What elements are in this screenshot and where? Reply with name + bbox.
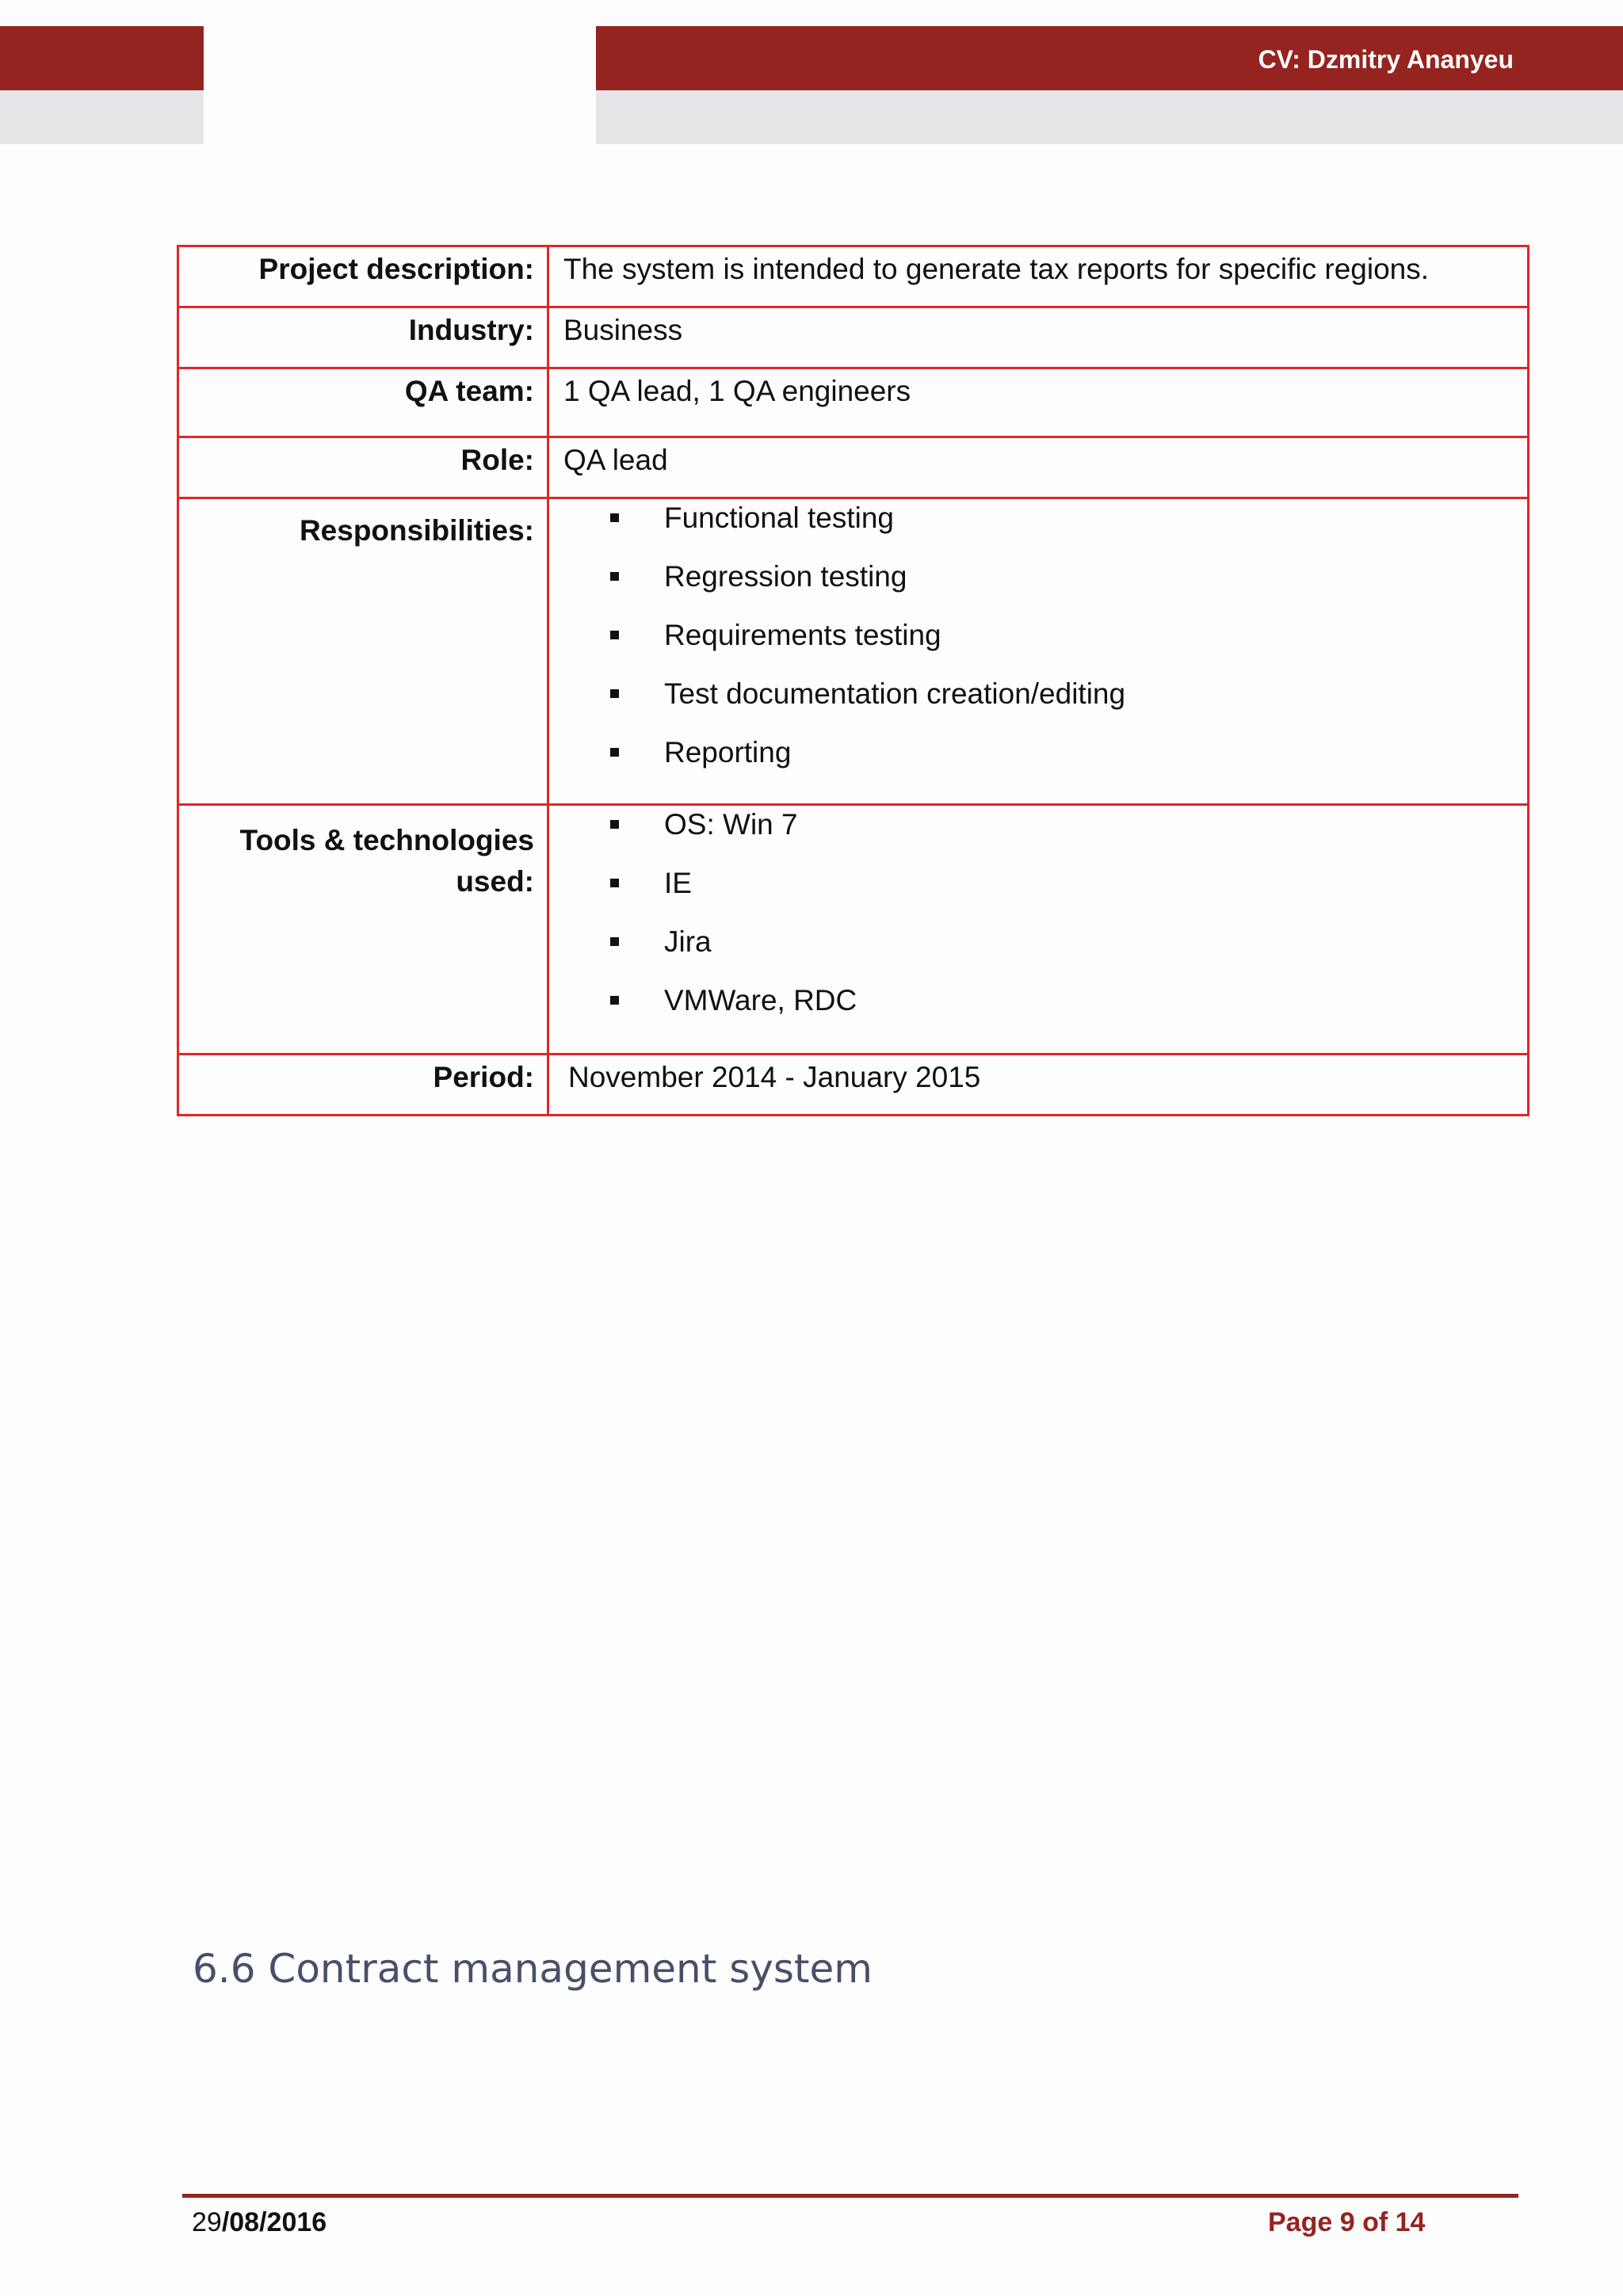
list-item: IE [563,866,1527,925]
responsibilities-label: Responsibilities: [178,498,548,805]
responsibilities-list [563,501,1527,794]
project-description-label: Project description: [178,246,548,307]
tools-value [548,805,1529,1055]
tools-label-line1: Tools & technologies [239,824,534,856]
industry-label: Industry: [178,307,548,368]
list-item: OS: Win 7 [563,807,1527,866]
responsibilities-value [548,498,1529,805]
role-value: QA lead [548,437,1529,498]
list-item: Jira [563,925,1527,983]
table-row [178,437,1529,498]
industry-value: Business [548,307,1529,368]
list-item: Regression testing [563,559,1527,618]
list-item: Functional testing [563,501,1527,559]
footer-divider [182,2194,1518,2198]
footer-date [192,2206,327,2238]
footer-page-number: Page 9 of 14 [1268,2207,1426,2237]
tools-label-line2: used: [456,865,534,898]
project-description-value: The system is intended to generate tax reports for specific regions. [548,246,1529,307]
qa-team-label: QA team: [178,368,548,437]
header-band-left [0,26,204,90]
table-row [178,1055,1529,1116]
table-row [178,307,1529,368]
header-grey-band-right [596,90,1623,144]
header-title: CV: Dzmitry Ananyeu [1258,45,1514,74]
table-row [178,498,1529,805]
header-grey-band-left [0,90,204,144]
table-row [178,805,1529,1055]
footer-date-day: 29 [192,2207,222,2237]
role-label: Role: [178,437,548,498]
table-row [178,246,1529,307]
footer-date-rest: /08/2016 [221,2207,327,2237]
qa-team-value: 1 QA lead, 1 QA engineers [548,368,1529,437]
period-label: Period: [178,1055,548,1116]
project-details-table [177,245,1529,1116]
table-row [178,368,1529,437]
tools-list [563,807,1527,1042]
list-item: Reporting [563,735,1527,794]
period-value: November 2014 - January 2015 [548,1055,1529,1116]
tools-label [178,805,548,1055]
list-item: VMWare, RDC [563,983,1527,1042]
list-item: Test documentation creation/editing [563,677,1527,735]
list-item: Requirements testing [563,618,1527,677]
section-heading: 6.6 Contract management system [193,1946,873,1992]
